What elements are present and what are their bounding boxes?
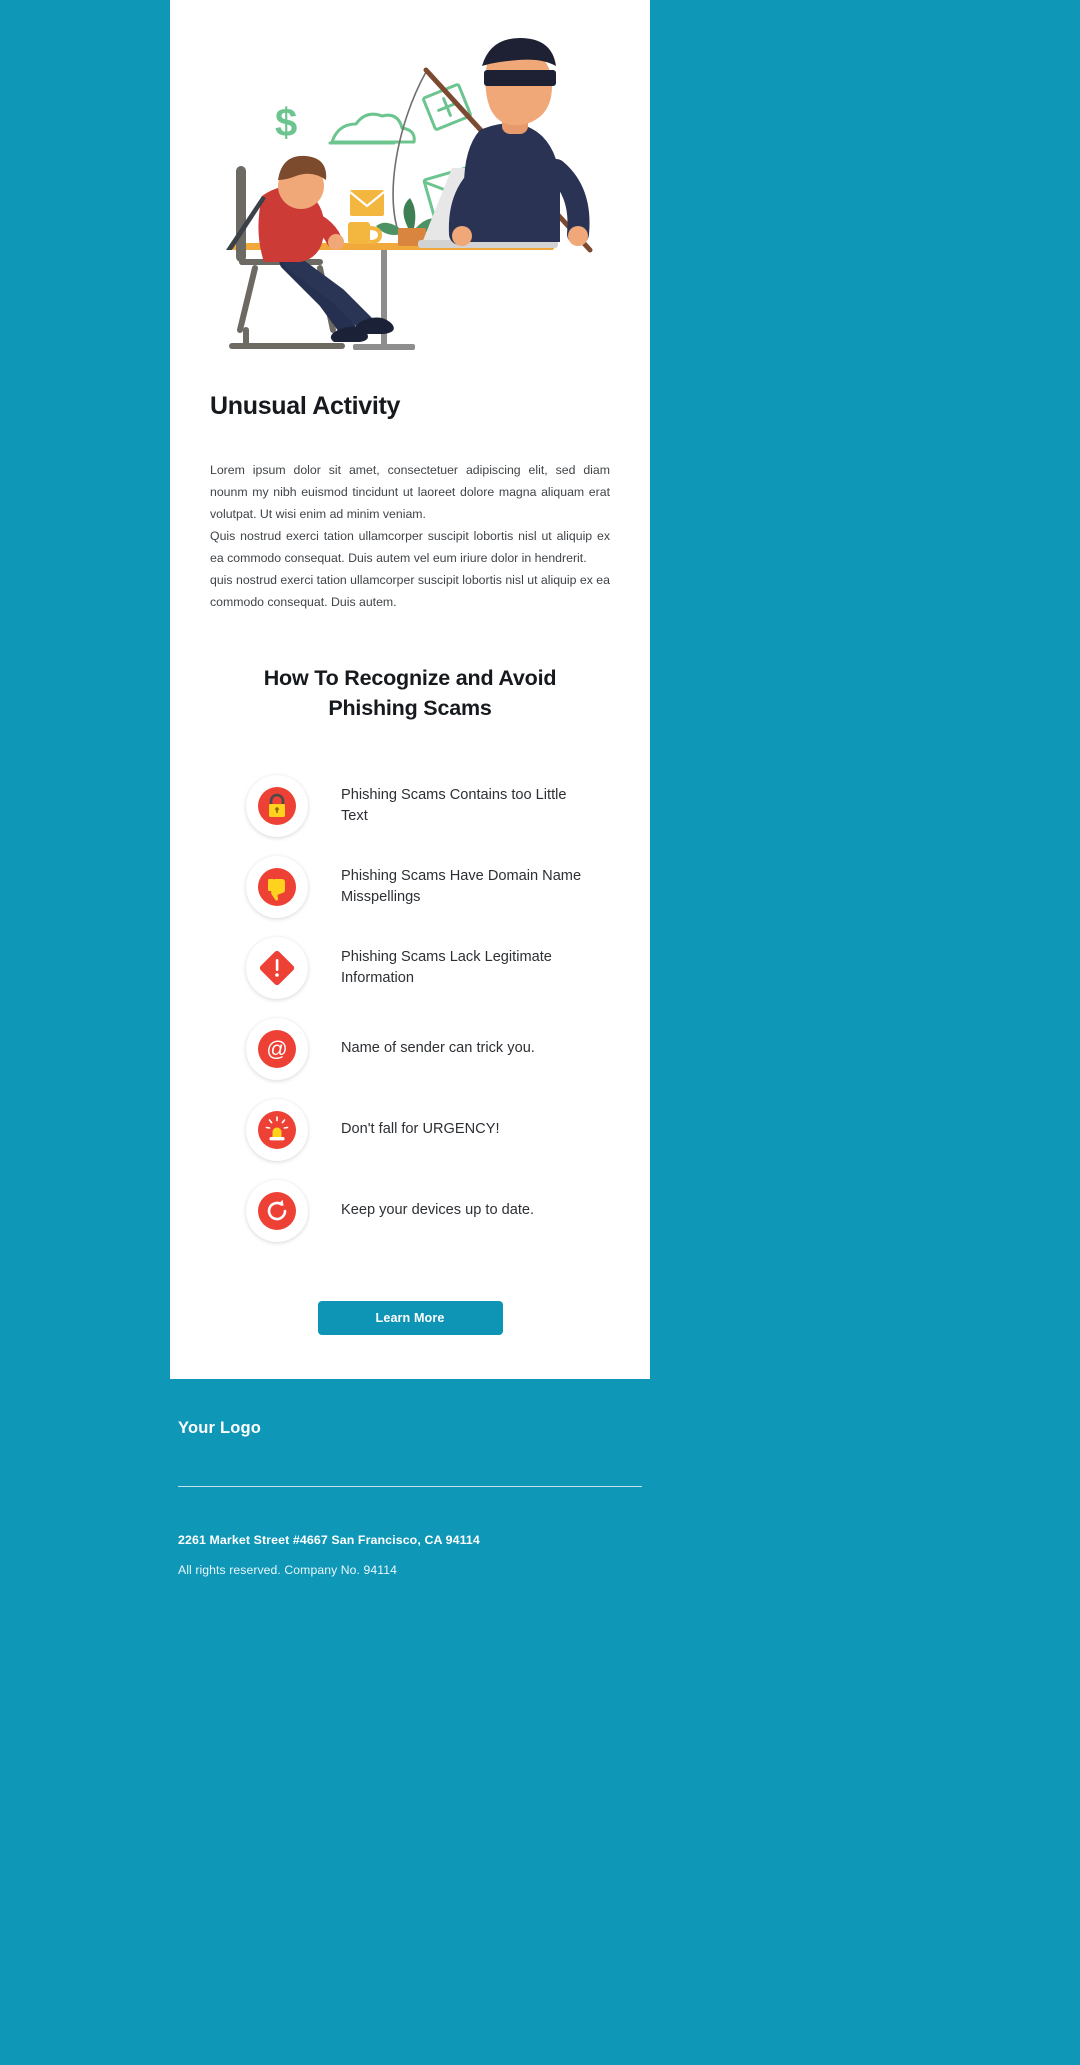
section-heading bbox=[210, 663, 610, 723]
article-paragraph: Lorem ipsum dolor sit amet, consectetuer adipiscing elit, sed diam nounm my nibh euismod tincidunt ut laoreet dolore magna aliquam erat volutpat. Ut wisi enim ad minim veniam. bbox=[210, 463, 610, 521]
svg-text:@: @ bbox=[266, 1037, 288, 1061]
list-item bbox=[246, 1170, 604, 1251]
section-heading-line-1: How To Recognize and Avoid bbox=[263, 666, 557, 690]
phishing-illustration bbox=[170, 0, 650, 375]
footer-address: 2261 Market Street #4667 San Francisco, CA 94114 bbox=[178, 1533, 480, 1547]
article bbox=[170, 391, 650, 1335]
tips-list bbox=[210, 765, 610, 1251]
list-item-label: Don't fall for URGENCY! bbox=[341, 1121, 500, 1137]
footer-logo: Your Logo bbox=[178, 1419, 262, 1437]
warning-diamond-icon bbox=[246, 937, 308, 999]
list-item-label: Name of sender can trick you. bbox=[341, 1040, 535, 1056]
footer bbox=[170, 1379, 650, 1577]
list-item bbox=[246, 1089, 604, 1170]
list-item-label: Keep your devices up to date. bbox=[341, 1202, 535, 1218]
svg-text:$: $ bbox=[275, 101, 298, 145]
list-item bbox=[246, 927, 604, 1008]
footer-rights: All rights reserved. Company No. 94114 bbox=[178, 1563, 397, 1577]
list-item-label: Phishing Scams Have Domain Name Misspellings bbox=[341, 867, 582, 905]
learn-more-button[interactable]: Learn More bbox=[318, 1301, 503, 1335]
lock-icon bbox=[246, 775, 308, 837]
list-item bbox=[246, 846, 604, 927]
page-title: Unusual Activity bbox=[210, 392, 401, 420]
thumbs-down-icon bbox=[246, 856, 308, 918]
cta-container bbox=[210, 1301, 610, 1335]
article-paragraph: Quis nostrud exerci tation ullamcorper suscipit lobortis nisl ut aliquip ex ea commodo consequat. Duis autem vel eum iriure dolor in hendrerit. bbox=[210, 529, 610, 565]
list-item bbox=[246, 765, 604, 846]
list-item bbox=[246, 1008, 604, 1089]
section-heading-line-2: Phishing Scams bbox=[328, 696, 492, 720]
list-item-label: Phishing Scams Lack Legitimate Information bbox=[341, 948, 552, 986]
siren-icon bbox=[246, 1099, 308, 1161]
email-card bbox=[170, 0, 650, 1379]
at-sign-icon bbox=[246, 1018, 308, 1080]
refresh-icon bbox=[246, 1180, 308, 1242]
list-item-label: Phishing Scams Contains too Little Text bbox=[341, 786, 567, 824]
hero-illustration bbox=[170, 0, 650, 375]
footer-divider bbox=[178, 1486, 642, 1487]
article-body bbox=[210, 459, 610, 613]
article-paragraph: quis nostrud exerci tation ullamcorper suscipit lobortis nisl ut aliquip ex ea commodo consequat. Duis autem. bbox=[210, 573, 610, 609]
